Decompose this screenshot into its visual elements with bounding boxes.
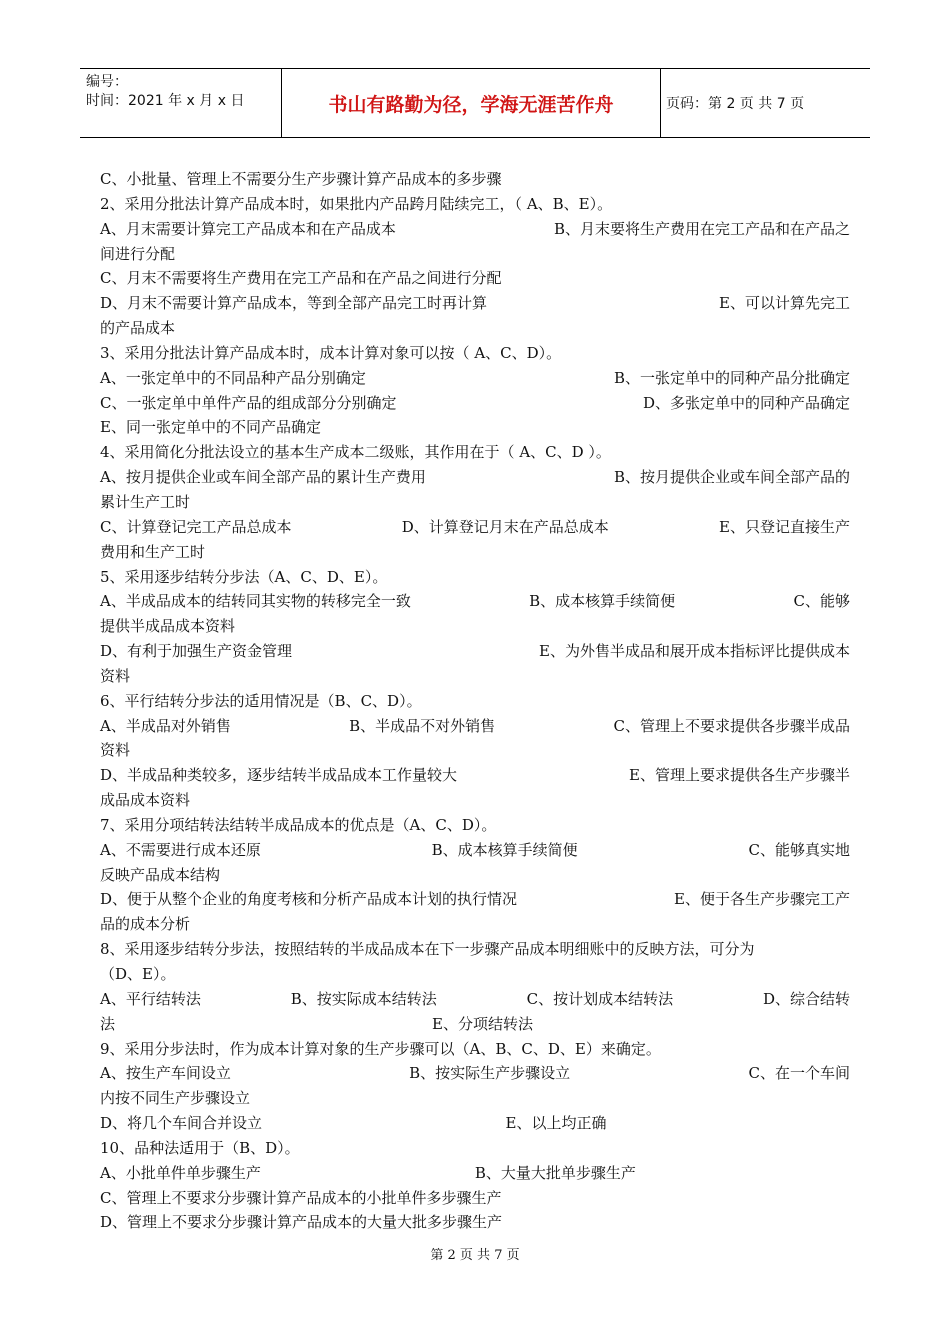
text-line bbox=[100, 1186, 850, 1211]
text-segment: 法 bbox=[100, 1014, 116, 1033]
text-segment: B、大量大批单步骤生产 bbox=[474, 1163, 636, 1182]
text-line bbox=[100, 714, 850, 739]
text-segment: B、半成品不对外销售 bbox=[349, 716, 496, 735]
text-line bbox=[100, 266, 850, 291]
text-line bbox=[100, 912, 850, 937]
text-line bbox=[100, 1210, 850, 1235]
text-segment: D、计算登记月末在产品总成本 bbox=[401, 517, 609, 536]
text-line bbox=[100, 515, 850, 540]
text-segment: 提供半成品成本资料 bbox=[100, 617, 236, 636]
text-segment: A、平行结转法 bbox=[100, 989, 201, 1008]
text-line bbox=[100, 1086, 850, 1111]
text-segment: D、半成品种类较多，逐步结转半成品成本工作量较大 bbox=[100, 766, 458, 785]
text-line bbox=[100, 465, 850, 490]
text-segment: 4、采用简化分批法设立的基本生产成本二级账，其作用在于（ A、C、D ）。 bbox=[100, 443, 611, 462]
text-segment: D、便于从整个企业的角度考核和分析产品成本计划的执行情况 bbox=[100, 890, 518, 909]
document-body bbox=[100, 167, 850, 1235]
text-segment: 成品成本资料 bbox=[100, 791, 191, 810]
text-line bbox=[100, 316, 850, 341]
text-line bbox=[100, 490, 850, 515]
text-segment: 9、采用分步法时，作为成本计算对象的生产步骤可以（A、B、C、D、E）来确定。 bbox=[100, 1039, 661, 1058]
text-line bbox=[100, 689, 850, 714]
text-line bbox=[100, 341, 850, 366]
text-segment: A、月末需要计算完工产品成本和在产品成本 bbox=[100, 219, 396, 238]
text-line bbox=[100, 664, 850, 689]
text-segment: 3、采用分批法计算产品成本时，成本计算对象可以按（ A、C、D）。 bbox=[100, 343, 562, 362]
text-segment: D、月末不需要计算产品成本，等到全部产品完工时再计算 bbox=[100, 294, 488, 313]
text-segment: 资料 bbox=[100, 741, 131, 760]
page-footer: 第 2 页 共 7 页 bbox=[430, 1248, 520, 1263]
text-segment: A、半成品对外销售 bbox=[100, 716, 231, 735]
text-segment: 间进行分配 bbox=[100, 244, 176, 263]
text-segment: B、按实际成本结转法 bbox=[290, 989, 437, 1008]
text-segment: A、不需要进行成本还原 bbox=[100, 840, 261, 859]
text-segment: C、按计划成本结转法 bbox=[526, 989, 674, 1008]
text-segment: E、同一张定单中的不同产品确定 bbox=[100, 418, 321, 437]
text-segment: D、有利于加强生产资金管理 bbox=[100, 642, 293, 661]
text-segment: D、管理上不要求分步骤计算产品成本的大量大批多步骤生产 bbox=[100, 1213, 503, 1232]
text-segment: A、按生产车间设立 bbox=[100, 1064, 231, 1083]
text-line bbox=[100, 738, 850, 763]
text-segment: C、管理上不要求分步骤计算产品成本的小批单件多步骤生产 bbox=[100, 1188, 502, 1207]
text-segment: A、按月提供企业或车间全部产品的累计生产费用 bbox=[100, 468, 426, 487]
text-line bbox=[100, 937, 850, 962]
text-line bbox=[100, 1136, 850, 1161]
text-segment: E、为外售半成品和展开成本指标评比提供成本 bbox=[539, 642, 850, 661]
header-motto: 书山有路勤为径，学海无涯苦作舟 bbox=[282, 69, 661, 137]
text-line bbox=[100, 838, 850, 863]
text-segment: A、半成品成本的结转同其实物的转移完全一致 bbox=[100, 592, 411, 611]
text-segment: E、管理上要求提供各生产步骤半 bbox=[629, 766, 850, 785]
text-segment: E、可以计算先完工 bbox=[719, 294, 850, 313]
text-line bbox=[100, 391, 850, 416]
text-line bbox=[100, 863, 850, 888]
text-line bbox=[100, 614, 850, 639]
text-segment: C、在一个车间 bbox=[748, 1064, 850, 1083]
text-segment: C、计算登记完工产品总成本 bbox=[100, 517, 292, 536]
text-segment: 累计生产工时 bbox=[100, 492, 191, 511]
text-segment: D、综合结转 bbox=[762, 989, 850, 1008]
text-line bbox=[100, 565, 850, 590]
text-line bbox=[100, 167, 850, 192]
text-line bbox=[100, 415, 850, 440]
text-segment: E、便于各生产步骤完工产 bbox=[674, 890, 850, 909]
page-header bbox=[80, 68, 870, 138]
text-segment: 资料 bbox=[100, 666, 131, 685]
text-line bbox=[100, 987, 850, 1012]
text-line bbox=[100, 1061, 850, 1086]
text-line bbox=[100, 589, 850, 614]
text-line bbox=[100, 440, 850, 465]
text-segment: 品的成本分析 bbox=[100, 915, 191, 934]
text-line bbox=[100, 192, 850, 217]
text-segment: E、以上均正确 bbox=[505, 1114, 607, 1133]
text-line bbox=[100, 540, 850, 565]
text-segment: 的产品成本 bbox=[100, 319, 176, 338]
text-segment: C、小批量、管理上不需要分生产步骤计算产品成本的多步骤 bbox=[100, 170, 502, 188]
text-segment: C、管理上不要求提供各步骤半成品 bbox=[613, 716, 850, 735]
text-line bbox=[100, 366, 850, 391]
time-label: 时间：2021 年 x 月 x 日 bbox=[86, 93, 245, 109]
text-segment: B、成本核算手续简便 bbox=[529, 592, 676, 611]
text-segment: 5、采用逐步结转分步法（A、C、D、E）。 bbox=[100, 567, 388, 586]
text-line bbox=[100, 962, 850, 987]
text-segment: C、能够真实地 bbox=[748, 840, 850, 859]
text-segment: 6、平行结转分步法的适用情况是（B、C、D）。 bbox=[100, 691, 422, 710]
text-segment: 10、品种法适用于（B、D）。 bbox=[100, 1138, 300, 1157]
text-segment: 8、采用逐步结转分步法，按照结转的半成品成本在下一步骤产品成本明细账中的反映方法，可分为 bbox=[100, 940, 755, 959]
text-line bbox=[100, 639, 850, 664]
header-meta bbox=[80, 69, 282, 137]
text-segment: 7、采用分项结转法结转半成品成本的优点是（A、C、D）。 bbox=[100, 815, 497, 834]
text-segment: C、月末不需要将生产费用在完工产品和在产品之间进行分配 bbox=[100, 269, 502, 288]
text-segment: （D、E）。 bbox=[100, 965, 176, 983]
text-line bbox=[100, 763, 850, 788]
text-line bbox=[100, 242, 850, 267]
text-segment: C、能够 bbox=[793, 592, 850, 611]
text-segment: 内按不同生产步骤设立 bbox=[100, 1089, 251, 1108]
text-segment: E、分项结转法 bbox=[432, 1014, 533, 1033]
text-line bbox=[100, 788, 850, 813]
text-line bbox=[100, 813, 850, 838]
text-line bbox=[100, 291, 850, 316]
text-line bbox=[100, 217, 850, 242]
text-segment: A、一张定单中的不同品种产品分别确定 bbox=[100, 368, 366, 387]
text-line bbox=[100, 1012, 850, 1037]
text-segment: 反映产品成本结构 bbox=[100, 865, 221, 884]
number-label: 编号： bbox=[86, 74, 128, 90]
text-segment: B、一张定单中的同种产品分批确定 bbox=[613, 368, 850, 387]
text-line bbox=[100, 887, 850, 912]
text-segment: C、一张定单中单件产品的组成部分分别确定 bbox=[100, 393, 397, 412]
text-line bbox=[100, 1037, 850, 1062]
text-segment: D、多张定单中的同种产品确定 bbox=[642, 393, 850, 412]
text-line bbox=[100, 1111, 850, 1136]
text-segment: 2、采用分批法计算产品成本时，如果批内产品跨月陆续完工，（ A、B、E）。 bbox=[100, 194, 613, 213]
text-segment: B、按实际生产步骤设立 bbox=[409, 1064, 571, 1083]
text-segment: B、成本核算手续简便 bbox=[431, 840, 578, 859]
text-segment: D、将几个车间合并设立 bbox=[100, 1114, 263, 1133]
text-segment: E、只登记直接生产 bbox=[719, 517, 850, 536]
text-segment: B、月末要将生产费用在完工产品和在产品之 bbox=[553, 219, 850, 238]
text-segment: B、按月提供企业或车间全部产品的 bbox=[613, 468, 850, 487]
text-segment: 费用和生产工时 bbox=[100, 542, 206, 561]
text-segment: A、小批单件单步骤生产 bbox=[100, 1163, 261, 1182]
header-page-number: 页码：第 2 页 共 7 页 bbox=[666, 96, 805, 112]
text-line bbox=[100, 1161, 850, 1186]
